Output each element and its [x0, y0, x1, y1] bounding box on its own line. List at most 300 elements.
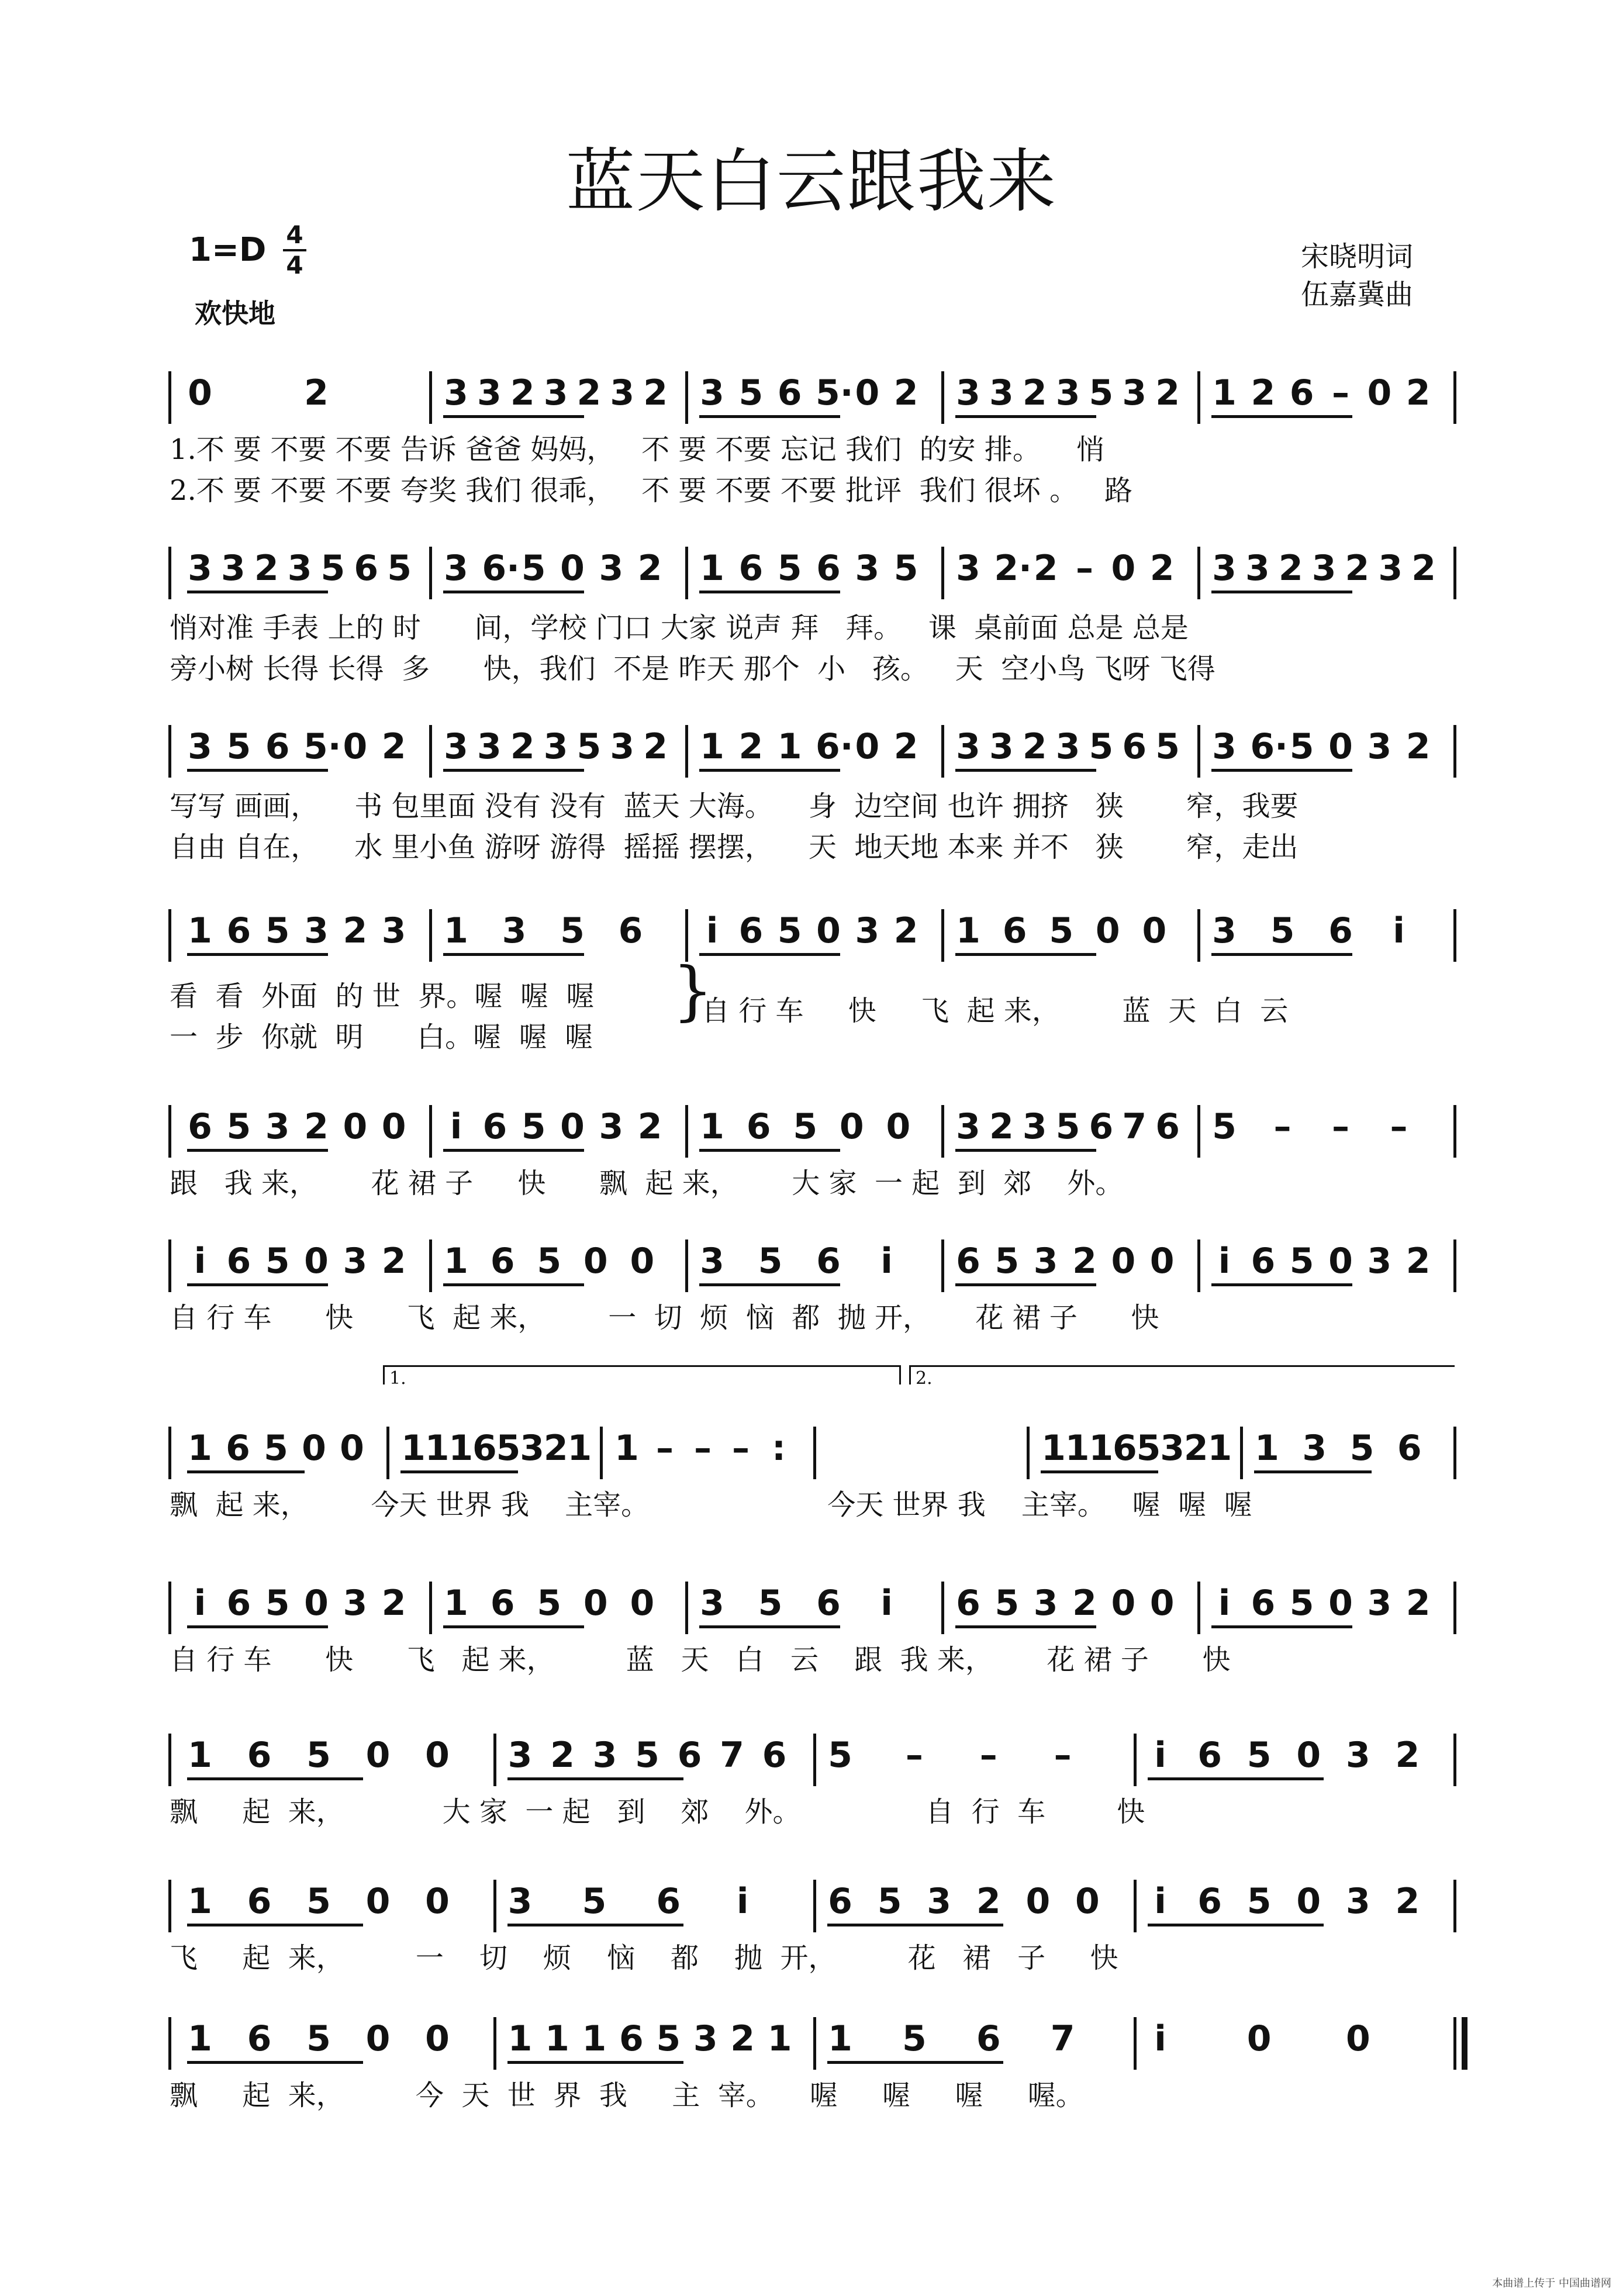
note: 6	[472, 1428, 497, 1469]
note: i	[880, 1583, 893, 1624]
note: 0	[839, 1106, 864, 1147]
note: –	[1076, 548, 1093, 589]
note: 0	[365, 2018, 391, 2059]
note: 0	[855, 726, 880, 767]
note: 5	[537, 1583, 562, 1624]
note: 1	[700, 548, 724, 589]
barline	[429, 547, 432, 599]
note: 5	[496, 1428, 521, 1469]
barline	[168, 2017, 171, 2070]
volta-label: 2.	[916, 1368, 933, 1389]
note: i	[1154, 2018, 1166, 2059]
note: 7	[1122, 1106, 1147, 1147]
barline	[1453, 547, 1456, 599]
beam-line	[187, 1625, 328, 1628]
final-barline	[1462, 2017, 1467, 2070]
barline	[1453, 1105, 1456, 1158]
note: 6	[490, 1583, 515, 1624]
beam-line	[1148, 1777, 1324, 1780]
note: 5	[1246, 1735, 1272, 1776]
note: 5	[320, 548, 346, 589]
note: 6	[490, 1241, 515, 1282]
note: 5	[306, 1881, 331, 1922]
note: 0	[340, 1428, 364, 1469]
beam-line	[699, 953, 840, 956]
barline	[1197, 725, 1200, 778]
note: 3	[989, 726, 1014, 767]
barline	[1453, 1734, 1456, 1786]
note: 3	[1378, 548, 1403, 589]
note: 5	[758, 1241, 783, 1282]
barline	[685, 1240, 688, 1292]
note: 1	[1089, 1428, 1114, 1469]
note: 0	[425, 2018, 450, 2059]
beam-line	[1211, 591, 1352, 593]
note: 5	[656, 2018, 681, 2059]
note: 1	[1212, 372, 1237, 413]
note: 0	[1345, 2018, 1370, 2059]
note: 2	[989, 1106, 1014, 1147]
note: 6	[828, 1881, 852, 1922]
note: 0	[365, 1881, 391, 1922]
note: 3	[610, 372, 635, 413]
barline	[1134, 1880, 1137, 1932]
note: 1	[828, 2018, 852, 2059]
lyric-line: 飘 起 来， 大 家 一 起 到 郊 外。 自 行 车 快	[170, 1796, 1145, 1828]
note: 3	[1345, 1881, 1370, 1922]
note: 3	[855, 910, 880, 951]
beam-line	[443, 415, 584, 418]
barline	[386, 1427, 389, 1479]
note: 2	[1183, 1428, 1208, 1469]
barline	[1134, 1734, 1137, 1786]
note: 0	[1111, 548, 1136, 589]
note: 3	[476, 372, 502, 413]
beam-line	[955, 1625, 1096, 1628]
barline	[493, 2017, 496, 2070]
note: 5	[893, 548, 918, 589]
lyric-line: 飘 起 来， 今 天 世 界 我 主 宰。 喔 喔 喔 喔。	[170, 2079, 1084, 2112]
note: 6	[956, 1241, 980, 1282]
note: 5	[1136, 1428, 1161, 1469]
note: 2	[1072, 1583, 1097, 1624]
barline	[1453, 1582, 1456, 1634]
note: 1	[188, 1428, 212, 1469]
note: 5	[306, 2018, 331, 2059]
note: 3	[927, 1881, 952, 1922]
note: 0	[425, 1881, 450, 1922]
note: 0	[1328, 1583, 1353, 1624]
note: 1	[507, 2018, 533, 2059]
beam-line	[443, 591, 584, 593]
note: 0	[1095, 910, 1120, 951]
note: 1	[444, 1583, 468, 1624]
note: 5	[1289, 1583, 1314, 1624]
lyric-line: 跟 我 来， 花 裙 子 快 飘 起 来， 大 家 一 起 到 郊 外。	[170, 1167, 1124, 1200]
note: 0	[1296, 1735, 1321, 1776]
note: 6	[247, 1735, 272, 1776]
note: 5	[1055, 1106, 1080, 1147]
note: 3	[507, 1881, 533, 1922]
note: i	[1393, 910, 1405, 951]
note: 5	[1270, 910, 1295, 951]
note: 3	[956, 726, 980, 767]
barline	[685, 1105, 688, 1158]
time-bottom: 4	[286, 251, 303, 279]
note: 0	[304, 1241, 329, 1282]
note: 3	[1055, 372, 1080, 413]
note: 1	[188, 1735, 212, 1776]
note: 3	[507, 1735, 533, 1776]
note: i	[1218, 1241, 1231, 1282]
note: 2	[643, 726, 668, 767]
barline	[1240, 1427, 1243, 1479]
note: 5	[777, 548, 802, 589]
note: 3	[1055, 726, 1080, 767]
lyric-line: 自 行 车 快 飞 起 来， 蓝 天 白 云 跟 我 来， 花 裙 子 快	[170, 1644, 1231, 1676]
note: 3	[1122, 372, 1147, 413]
note: 2	[643, 372, 668, 413]
note: 2	[1406, 372, 1431, 413]
note: 6	[1197, 1735, 1222, 1776]
note: 3	[592, 1735, 617, 1776]
lyric-line: 自 行 车 快 飞 起 来， 蓝 天 白 云	[702, 995, 1289, 1027]
barline	[813, 1734, 816, 1786]
note: 3	[599, 548, 624, 589]
note: 5	[264, 1428, 288, 1469]
note: 3	[1245, 548, 1270, 589]
note: 6	[226, 1241, 251, 1282]
note: 6	[1002, 910, 1027, 951]
time-top: 4	[286, 220, 303, 249]
note: 3	[444, 548, 468, 589]
note: 0	[425, 1735, 450, 1776]
note: 5	[1089, 726, 1114, 767]
barline	[493, 1880, 496, 1932]
lyric-line: 飘 起 来， 今天 世界 我 主宰。 今天 世界 我 主宰。 喔 喔 喔	[170, 1489, 1252, 1521]
note: 2	[381, 1241, 406, 1282]
note: i	[194, 1241, 206, 1282]
barline	[1027, 1427, 1030, 1479]
beam-line	[699, 591, 840, 593]
note: 5	[1289, 726, 1314, 767]
beam-line	[187, 1777, 363, 1780]
note: 0	[816, 910, 841, 951]
note: 3	[700, 1583, 724, 1624]
song-title: 蓝天白云跟我来	[565, 141, 1057, 222]
note: 0	[343, 1106, 368, 1147]
note: 1	[401, 1428, 426, 1469]
note: 3	[610, 726, 635, 767]
barline	[813, 1427, 816, 1479]
lyric-line: 写写 画画， 书 包里面 没有 没有 蓝天 大海。 身 边空间 也许 拥挤 狭 窄，我要	[170, 790, 1299, 823]
note: 2	[893, 726, 918, 767]
note: 1	[700, 726, 724, 767]
beam-line	[443, 953, 584, 956]
beam-line	[443, 769, 584, 772]
note: 5·	[303, 726, 341, 767]
barline	[168, 909, 171, 962]
note: 6	[1113, 1428, 1137, 1469]
note: 6	[265, 726, 290, 767]
note: 1	[448, 1428, 474, 1469]
note: 6	[816, 1241, 841, 1282]
note: 3	[287, 548, 312, 589]
note: 3	[700, 1241, 724, 1282]
note: 2	[893, 910, 918, 951]
note: 2	[1411, 548, 1436, 589]
beam-line	[699, 1625, 840, 1628]
note: –	[1332, 1106, 1349, 1147]
barline	[168, 547, 171, 599]
note: 2·	[994, 548, 1032, 589]
note: 3	[1212, 910, 1237, 951]
note: 3	[444, 726, 468, 767]
note: 2	[1155, 372, 1180, 413]
note: 1	[545, 2018, 569, 2059]
lyric-line: 飞 起 来， 一 切 烦 恼 都 抛 开， 花 裙 子 快	[170, 1942, 1118, 1974]
barline	[1453, 909, 1456, 962]
note: 3	[1033, 1583, 1058, 1624]
note: 2	[1406, 1583, 1431, 1624]
note: 1	[956, 910, 980, 951]
note: 6	[1397, 1428, 1422, 1469]
beam-line	[443, 1149, 584, 1152]
barline	[685, 547, 688, 599]
barline	[168, 1427, 171, 1479]
lyric-line: 自 行 车 快 飞 起 来， 一 切 烦 恼 都 抛 开， 花 裙 子 快	[170, 1301, 1159, 1334]
note: 5	[902, 2018, 927, 2059]
beam-line	[187, 1283, 328, 1286]
note: 5	[635, 1735, 659, 1776]
note: 2	[343, 910, 368, 951]
beam-line	[187, 591, 328, 593]
note: 6·	[482, 548, 520, 589]
note: 6	[188, 1106, 212, 1147]
note: 3	[1367, 726, 1392, 767]
beam-line	[1211, 953, 1352, 956]
beam-line	[1211, 1625, 1352, 1628]
note: 6	[226, 910, 251, 951]
lyric-line: 1.不 要 不要 不要 告诉 爸爸 妈妈， 不 要 不要 忘记 我们 的安 排。 悄	[170, 433, 1104, 466]
barline	[685, 725, 688, 778]
barline	[429, 1582, 432, 1634]
note: 1	[567, 1428, 592, 1469]
note: 5	[758, 1583, 783, 1624]
note: 2	[1022, 372, 1047, 413]
barline	[1197, 371, 1200, 424]
note: 0	[1296, 1881, 1321, 1922]
brace: }	[672, 953, 713, 1028]
note: 3	[989, 372, 1014, 413]
note: 6	[656, 1881, 681, 1922]
barline	[493, 1734, 496, 1786]
note: 2	[1395, 1735, 1420, 1776]
lyric-line: 一 步 你就 明 白。喔 喔 喔	[170, 1021, 593, 1054]
beam-line	[1211, 769, 1352, 772]
lyricist-credit: 宋晓明词	[1301, 240, 1414, 273]
note: 6	[738, 910, 764, 951]
note: 3	[543, 726, 568, 767]
note: 3	[1212, 548, 1237, 589]
note: 5	[226, 726, 251, 767]
note: 2	[1278, 548, 1303, 589]
barline	[429, 725, 432, 778]
barline	[1197, 1105, 1200, 1158]
note: :	[772, 1428, 786, 1469]
note: 1	[1065, 1428, 1090, 1469]
note: –	[694, 1428, 712, 1469]
note: 6	[619, 2018, 644, 2059]
beam-line	[1148, 1924, 1324, 1926]
barline	[941, 909, 944, 962]
note: 0	[583, 1241, 608, 1282]
beam-line	[507, 2061, 683, 2064]
note: 6	[1122, 726, 1147, 767]
note: 3	[265, 1106, 290, 1147]
note: 5	[521, 548, 546, 589]
footer-credit: 本曲谱上传于 中国曲谱网	[1492, 2277, 1611, 2290]
note: 6	[247, 2018, 272, 2059]
note: 6	[976, 2018, 1001, 2059]
note: 5	[537, 1241, 562, 1282]
note: 5	[738, 372, 764, 413]
note: 2	[1345, 548, 1370, 589]
note: 2	[738, 726, 764, 767]
beam-line	[187, 953, 328, 956]
beam-line	[827, 2061, 1003, 2064]
note: 6	[1289, 372, 1314, 413]
lyric-line: 自由 自在， 水 里小鱼 游呀 游得 摇摇 摆摆， 天 地天地 本来 并不 狭 窄，走出	[170, 831, 1299, 864]
note: 5	[576, 726, 602, 767]
beam-line	[443, 1283, 584, 1286]
note: 7	[1050, 2018, 1075, 2059]
note: 6	[956, 1583, 980, 1624]
note: 5	[777, 910, 802, 951]
note: 0	[1149, 1241, 1175, 1282]
barline	[941, 725, 944, 778]
note: 2	[893, 372, 918, 413]
note: 1	[424, 1428, 450, 1469]
beam-line	[955, 953, 1096, 956]
note: 5	[226, 1106, 251, 1147]
composer-credit: 伍嘉冀曲	[1301, 278, 1414, 311]
note: 6	[1251, 1241, 1276, 1282]
beam-line	[955, 415, 1096, 418]
note: i	[1218, 1583, 1231, 1624]
note: 2	[1149, 548, 1175, 589]
note: i	[194, 1583, 206, 1624]
note: 1	[700, 1106, 724, 1147]
note: 2	[1022, 726, 1047, 767]
note: 5	[265, 1583, 290, 1624]
beam-line	[400, 1470, 518, 1473]
note: 0	[630, 1583, 655, 1624]
beam-line	[187, 1149, 328, 1152]
note: 5	[1246, 1881, 1272, 1922]
note: 5	[387, 548, 412, 589]
tempo-marking: 欢快地	[195, 298, 275, 329]
note: 5·	[816, 372, 854, 413]
key-signature: 1=D	[189, 231, 267, 269]
note: 0	[1025, 1881, 1051, 1922]
note: 3	[343, 1241, 368, 1282]
barline	[1453, 1880, 1456, 1932]
beam-line	[1254, 1470, 1372, 1473]
note: –	[1390, 1106, 1408, 1147]
note: 0	[1111, 1241, 1136, 1282]
note: 0	[1328, 1241, 1353, 1282]
beam-line	[955, 1283, 1096, 1286]
beam-line	[187, 1470, 305, 1473]
note: 0	[1328, 726, 1353, 767]
beam-line	[1041, 1470, 1158, 1473]
note: 0	[365, 1735, 391, 1776]
beam-line	[187, 2061, 363, 2064]
note: 1	[767, 2018, 792, 2059]
note: –	[1332, 372, 1349, 413]
volta-bracket	[909, 1365, 1455, 1389]
note: 1	[444, 1241, 468, 1282]
barline	[1453, 1240, 1456, 1292]
note: 6	[738, 548, 764, 589]
note: 6	[816, 548, 841, 589]
note: 3	[444, 372, 468, 413]
note: 0	[343, 726, 368, 767]
note: 6	[762, 1735, 787, 1776]
beam-line	[699, 769, 840, 772]
note: 2	[510, 726, 535, 767]
barline	[685, 371, 688, 424]
note: 2	[304, 1106, 329, 1147]
barline	[1453, 2017, 1456, 2070]
barline	[813, 2017, 816, 2070]
note: 1	[582, 2018, 607, 2059]
note: –	[1054, 1735, 1072, 1776]
note: 1	[777, 726, 802, 767]
note: 2	[304, 372, 329, 413]
note: 2	[730, 2018, 755, 2059]
beam-line	[955, 1149, 1096, 1152]
note: 2	[1033, 548, 1058, 589]
note: 2	[550, 1735, 575, 1776]
lyric-line: 旁小树 长得 长得 多 快，我们 不是 昨天 那个 小 孩。 天 空小鸟 飞呀 飞得	[170, 652, 1215, 685]
barline	[1453, 1427, 1456, 1479]
note: 5	[1049, 910, 1074, 951]
note: 6	[354, 548, 379, 589]
barline	[941, 547, 944, 599]
note: 3	[1212, 726, 1237, 767]
note: i	[706, 910, 719, 951]
note: 6	[226, 1428, 250, 1469]
note: i	[1154, 1735, 1166, 1776]
volta-label: 1.	[389, 1368, 406, 1389]
note: 2	[510, 372, 535, 413]
barline	[429, 371, 432, 424]
barline	[168, 1734, 171, 1786]
note: 5	[265, 1241, 290, 1282]
note: 3	[543, 372, 568, 413]
barline	[941, 371, 944, 424]
barline	[1197, 1240, 1200, 1292]
note: 2	[543, 1428, 568, 1469]
note: i	[450, 1106, 462, 1147]
barline	[685, 1582, 688, 1634]
note: –	[979, 1735, 997, 1776]
note: 3	[343, 1583, 368, 1624]
note: 5	[306, 1735, 331, 1776]
beam-line	[507, 1924, 683, 1926]
